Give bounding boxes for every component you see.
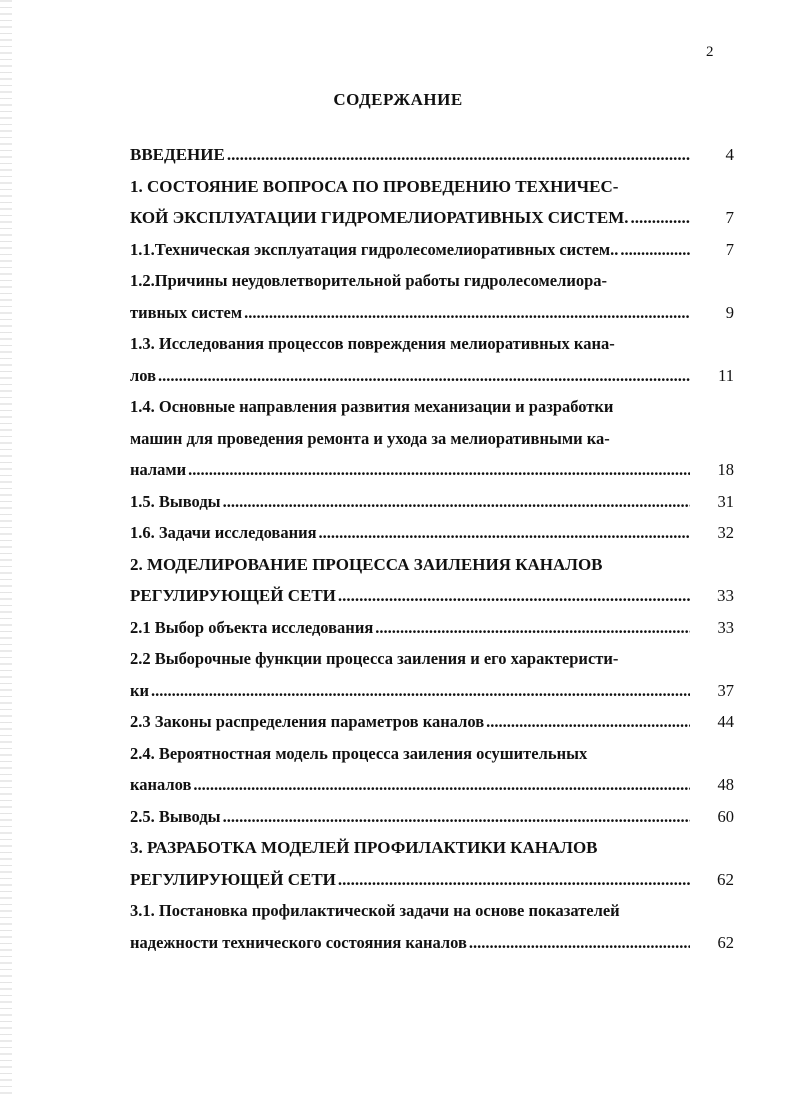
toc-entry-line: 1.2.Причины неудовлетворительной работы гидролесомелиора-: [130, 271, 608, 290]
toc-entry-row: [130, 580, 734, 612]
toc-page-number: 4: [725, 145, 734, 164]
toc-page-number: 18: [717, 460, 734, 479]
toc-page-number: 62: [717, 869, 734, 889]
toc-entry-line: 3.1. Постановка профилактической задачи на основе показателей: [130, 901, 620, 920]
toc-entry[interactable]: [130, 486, 734, 518]
toc-entry-title: 2.3 Законы распределения параметров каналов: [130, 712, 485, 731]
toc-leader-dots: [223, 801, 690, 833]
toc-entry[interactable]: [130, 265, 734, 328]
toc-entry-title: РЕГУЛИРУЮЩЕЙ СЕТИ: [130, 586, 336, 605]
toc-entry[interactable]: [130, 801, 734, 833]
toc-entry-title: надежности технического состояния каналов: [130, 932, 467, 952]
toc-page-number: 7: [725, 208, 734, 227]
toc-leader-dots: [375, 612, 690, 644]
toc-entry-row: [130, 864, 734, 896]
toc-entry-title: РЕГУЛИРУЮЩЕЙ СЕТИ: [130, 869, 336, 889]
toc-entry-title: тивных систем: [130, 302, 243, 322]
page-number: 2: [706, 44, 714, 60]
toc-leader-dots: [620, 234, 690, 266]
toc-entry-title: ки: [130, 680, 150, 700]
toc-entry-row: [130, 706, 734, 738]
toc-entry[interactable]: [130, 738, 734, 801]
toc-leader-dots: [244, 297, 690, 329]
toc-entry-title: 1.6. Задачи исследования: [130, 523, 317, 542]
toc-page-number: 33: [717, 617, 734, 637]
toc-page-number: 11: [718, 365, 734, 385]
toc-entry-title: 1.5. Выводы: [130, 491, 221, 511]
toc-entry-line: 3. РАЗРАБОТКА МОДЕЛЕЙ ПРОФИЛАКТИКИ КАНАЛОВ: [130, 838, 598, 857]
toc-leader-dots: [223, 486, 690, 518]
toc-entry-row: [130, 927, 734, 959]
toc-entry-line: 2.2 Выборочные функции процесса заиления и его характеристи-: [130, 649, 619, 668]
toc-leader-dots: [151, 675, 690, 707]
toc-entry[interactable]: [130, 895, 734, 958]
toc-page-number: 33: [717, 586, 734, 605]
toc-entry-title: каналов: [130, 775, 192, 794]
toc-entry[interactable]: [130, 549, 734, 612]
toc-page-number: 32: [717, 523, 734, 542]
toc-entry-title: ВВЕДЕНИЕ: [130, 145, 225, 164]
toc-leader-dots: [486, 706, 690, 738]
toc-entry-line: 1.4. Основные направления развития механизации и разработки: [130, 397, 614, 416]
toc-title: СОДЕРЖАНИЕ: [333, 90, 463, 109]
toc-entry-row: [130, 801, 734, 833]
toc-page-number: 7: [725, 239, 734, 259]
toc-leader-dots: [188, 454, 690, 486]
toc-page-number: 60: [717, 806, 734, 826]
toc-entry-row: [130, 517, 734, 549]
toc-page-number: 31: [717, 491, 734, 511]
toc-entry-row: [130, 612, 734, 644]
scan-edge-artifact: [0, 0, 12, 1094]
toc-entry-row: [130, 360, 734, 392]
table-of-contents: [130, 139, 734, 958]
toc-entry-line: 2. МОДЕЛИРОВАНИЕ ПРОЦЕССА ЗАИЛЕНИЯ КАНАЛОВ: [130, 554, 603, 574]
toc-page-number: 44: [717, 712, 734, 731]
toc-entry-title: 2.5. Выводы: [130, 806, 221, 826]
toc-entry-row: [130, 454, 734, 486]
toc-entry[interactable]: [130, 171, 734, 234]
toc-leader-dots: [631, 202, 690, 234]
toc-page-number: 9: [725, 302, 734, 322]
toc-entry[interactable]: [130, 643, 734, 706]
toc-entry-row: [130, 202, 734, 234]
toc-entry-title: 1.1.Техническая эксплуатация гидролесомелиоративных систем..: [130, 239, 619, 259]
toc-leader-dots: [193, 769, 690, 801]
toc-page-number: 62: [717, 932, 734, 952]
toc-entry-row: [130, 675, 734, 707]
toc-entry-row: [130, 139, 734, 171]
toc-entry-title: 2.1 Выбор объекта исследования: [130, 617, 374, 637]
toc-leader-dots: [469, 927, 690, 959]
toc-entry-line: 1.3. Исследования процессов повреждения мелиоративных кана-: [130, 334, 615, 353]
toc-entry-line: машин для проведения ремонта и ухода за мелиоративными ка-: [130, 428, 610, 448]
toc-leader-dots: [338, 864, 690, 896]
toc-entry[interactable]: [130, 517, 734, 549]
toc-page-number: 37: [717, 680, 734, 700]
toc-entry-row: [130, 297, 734, 329]
toc-entry[interactable]: [130, 234, 734, 266]
toc-entry[interactable]: [130, 832, 734, 895]
toc-entry-title: КОЙ ЭКСПЛУАТАЦИИ ГИДРОМЕЛИОРАТИВНЫХ СИСТЕМ.: [130, 208, 629, 227]
toc-entry[interactable]: [130, 706, 734, 738]
toc-entry-line: 2.4. Вероятностная модель процесса заиления осушительных: [130, 743, 588, 763]
toc-entry-title: лов: [130, 365, 157, 385]
toc-entry-row: [130, 486, 734, 518]
toc-entry[interactable]: [130, 612, 734, 644]
toc-leader-dots: [319, 517, 690, 549]
toc-leader-dots: [158, 360, 690, 392]
toc-entry-line: 1. СОСТОЯНИЕ ВОПРОСА ПО ПРОВЕДЕНИЮ ТЕХНИЧЕС-: [130, 176, 619, 196]
toc-entry[interactable]: [130, 139, 734, 171]
toc-page-number: 48: [717, 775, 734, 794]
toc-entry[interactable]: [130, 328, 734, 391]
toc-entry[interactable]: [130, 391, 734, 486]
toc-entry-title: налами: [130, 460, 187, 479]
toc-entry-row: [130, 769, 734, 801]
toc-entry-row: [130, 234, 734, 266]
toc-leader-dots: [227, 139, 690, 171]
toc-leader-dots: [338, 580, 690, 612]
